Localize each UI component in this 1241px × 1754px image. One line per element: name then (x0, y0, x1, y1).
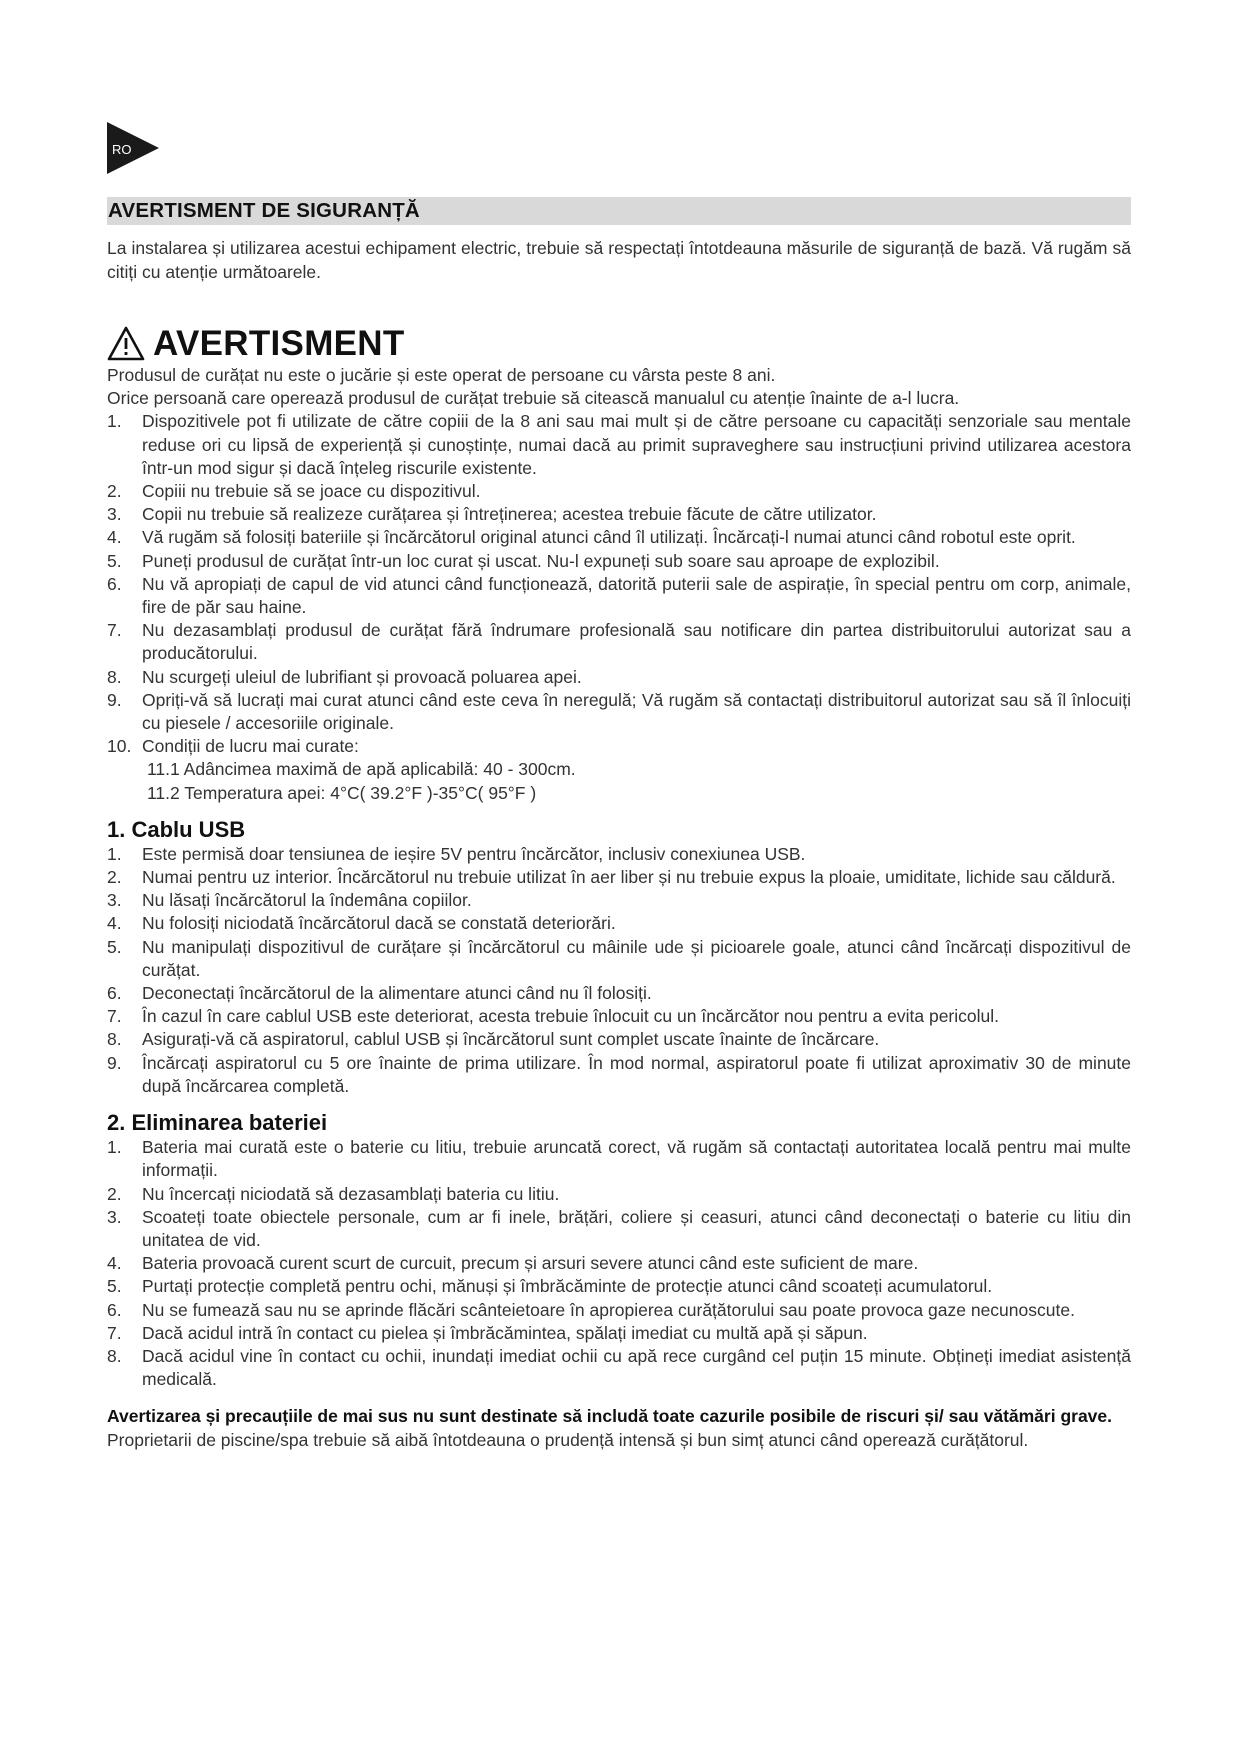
list-item: 8. Dacă acidul vine în contact cu ochii, inundați imediat ochii cu apă rece curgând cel puțin 15 minute. Obțineți imediat asistență medicală. (107, 1345, 1131, 1390)
list-item: 3. Scoateți toate obiectele personale, cum ar fi inele, brățări, coliere și ceasuri, atunci când deconectați o baterie cu litiu din unitatea de vid. (107, 1206, 1131, 1250)
safety-heading: AVERTISMENT DE SIGURANȚĂ (107, 197, 1131, 225)
list-item: 8. Asigurați-vă că aspiratorul, cablul USB și încărcătorul sunt complet uscate înainte de încărcare. (107, 1029, 880, 1050)
list-item: 9. Opriți-vă să lucrați mai curat atunci când este ceva în neregulă; Vă rugăm să contactați distribuitorul autorizat sau să îl înlocuiți cu piesele / accesoriile originale. (107, 689, 1131, 734)
list-item: 4. Bateria provoacă curent scurt de curcuit, precum și arsuri severe atunci când este suficient de mare. (107, 1253, 919, 1274)
list-item: 8. Nu scurgeți uleiul de lubrifiant și provoacă poluarea apei. (107, 666, 582, 687)
list-item: 7. Dacă acidul intră în contact cu pielea și îmbrăcămintea, spălați imediat cu multă apă și săpun. (107, 1322, 868, 1343)
list-item: 2. Nu încercați niciodată să dezasamblați bateria cu litiu. (107, 1183, 560, 1204)
list-item: 1. Dispozitivele pot fi utilizate de către copiii de la 8 ani sau mai mult și de către persoane cu capacități senzoriale sau mentale reduse ori cu lipsă de experiență și cunoștințe, numai dacă au primit supraveghere sau instrucțiuni privind utilizarea acestora într-un mod sigur și dacă înțeleg riscurile existente. (107, 411, 1131, 478)
intro-paragraph: La instalarea și utilizarea acestui echipament electric, trebuie să respectați întotdeauna măsurile de siguranță de bază. Vă rugăm să citiți cu atenție următoarele. (107, 238, 1131, 282)
list-item: 7. În cazul în care cablul USB este deteriorat, acesta trebuie înlocuit cu un încărcător nou pentru a evita pericolul. (107, 1006, 1000, 1027)
list-item: 1. Este permisă doar tensiunea de ieșire 5V pentru încărcător, inclusiv conexiunea USB. (107, 843, 806, 864)
list-item: 6. Nu se fumează sau nu se aprinde flăcări scânteietoare în apropierea curățătorului sau poate provoca gaze necunoscute. (107, 1299, 1075, 1320)
battery-list (107, 1136, 1131, 1391)
warning-title-row (107, 324, 1131, 364)
list-item: 6. Nu vă apropiați de capul de vid atunci când funcționează, datorită puterii sale de aspirație, în special pentru om corp, animale, fire de păr sau haine. (107, 573, 1131, 618)
list-item: 1. Bateria mai curată este o baterie cu litiu, trebuie aruncată corect, vă rugăm să contactați autoritatea locală pentru mai multe informații. (107, 1137, 1131, 1181)
warning-line: Produsul de curățat nu este o jucărie și este operat de persoane cu vârsta peste 8 ani. (107, 365, 776, 385)
list-item: 6. Deconectați încărcătorul de la alimentare atunci când nu îl folosiți. (107, 983, 652, 1004)
list-item: 4. Vă rugăm să folosiți bateriile și încărcătorul original atunci când îl utilizați. Încărcați-l numai atunci când robotul este oprit. (107, 527, 1076, 548)
list-item: 5. Puneți produsul de curățat într-un loc curat și uscat. Nu-l expuneți sub soare sau aproape de explozibil. (107, 550, 940, 571)
warning-triangle-icon (107, 326, 145, 362)
list-item: 10. Condiții de lucru mai curate: (107, 736, 359, 757)
list-item: 3. Copii nu trebuie să realizeze curățarea și întreținerea; acestea trebuie făcute de către utilizator. (107, 504, 877, 525)
list-item: 9. Încărcați aspiratorul cu 5 ore înainte de prima utilizare. În mod normal, aspiratorul poate fi utilizat aproximativ 30 de minute după încărcarea completă. (107, 1052, 1131, 1096)
warning-list (107, 410, 1131, 758)
list-item: 7. Nu dezasamblați produsul de curățat fără îndrumare profesională sau notificare din partea distribuitorului autorizat sau a producătorului. (107, 620, 1131, 664)
closing-normal: Proprietarii de piscine/spa trebuie să aibă întotdeauna o prudență intensă și bun simț atunci când operează curățătorul. (107, 1429, 1029, 1450)
closing-paragraph (107, 1405, 1131, 1452)
list-item: 3. Nu lăsați încărcătorul la îndemâna copiilor. (107, 890, 472, 911)
battery-section-title: 2. Eliminarea bateriei (107, 1110, 328, 1136)
warning-title: AVERTISMENT (153, 324, 405, 363)
list-item: 2. Copiii nu trebuie să se joace cu dispozitivul. (107, 481, 481, 502)
sub-item: 11.1 Adâncimea maximă de apă aplicabilă: 40 - 300cm. (147, 759, 576, 780)
list-item: 5. Purtați protecție completă pentru ochi, mănuși și îmbrăcăminte de protecție atunci când scoateți acumulatorul. (107, 1276, 993, 1297)
document-body (107, 197, 1131, 1452)
usb-list (107, 843, 1131, 1098)
sub-item: 11.2 Temperatura apei: 4°C( 39.2°F )-35°C( 95°F ) (147, 782, 537, 803)
list-item: 5. Nu manipulați dispozitivul de curățare și încărcătorul cu mâinile ude și picioarele goale, atunci când încărcați dispozitivul de curățat. (107, 936, 1131, 980)
language-label: RO (112, 142, 132, 157)
warning-line: Orice persoană care operează produsul de curățat trebuie să citească manualul cu atenție înainte de a-l lucra. (107, 388, 960, 409)
list-item: 2. Numai pentru uz interior. Încărcătorul nu trebuie utilizat în aer liber și nu trebuie expus la ploaie, umiditate, lichide sau căldură. (107, 867, 1116, 888)
usb-section-title: 1. Cablu USB (107, 816, 246, 842)
closing-bold: Avertizarea și precauțiile de mai sus nu sunt destinate să includă toate cazurile posibile de riscuri și/ sau vătămări grave. (107, 1406, 1113, 1427)
list-item: 4. Nu folosiți niciodată încărcătorul dacă se constată deteriorări. (107, 913, 616, 934)
